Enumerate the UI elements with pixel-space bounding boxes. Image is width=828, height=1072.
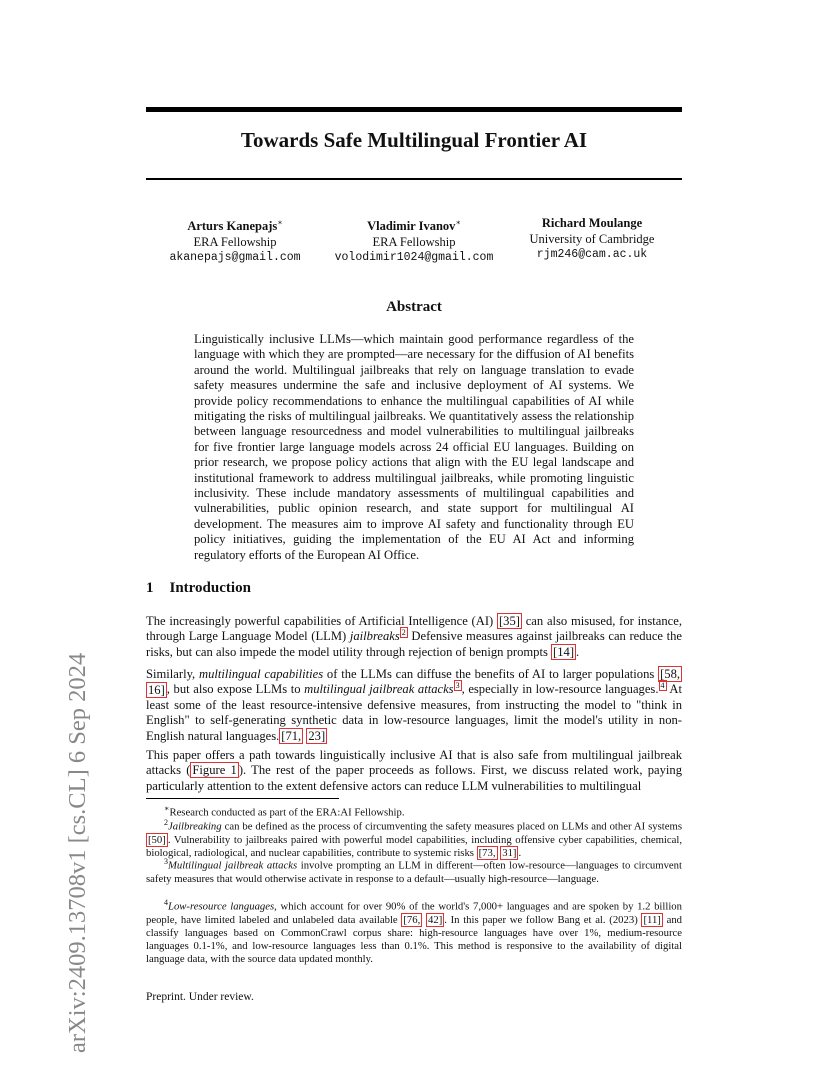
footnote-3: $^3$Multilingual jailbreak attacks involve prompting an LLM in different—often low-resource—languages to circumvent safety measures that would otherwise activate in response to a default—usually high-resource—language.	[146, 857, 682, 885]
paper-title: Towards Safe Multilingual Frontier AI	[240, 128, 588, 152]
footnote-link[interactable]: 3	[455, 681, 460, 691]
author-mark: ∗	[277, 218, 283, 227]
citation-link[interactable]: 16]	[148, 682, 165, 697]
citation-link[interactable]: 23]	[308, 728, 326, 743]
footnote-link[interactable]: 4	[660, 681, 665, 691]
footnote-rule	[146, 798, 339, 799]
author-email[interactable]: volodimir1024@gmail.com	[334, 251, 494, 265]
author-name: Richard Moulange	[541, 216, 643, 230]
abstract-text: Linguistically inclusive LLMs—which maintain good performance regardless of the language with which they are prompted—are necessary for the diffusion of AI benefits around the world. Multilingual jailbreaks that rely on language translation to evade safety measures undermine the safe and inclusive deployment of AI systems. We provide policy recommendations to enhance the multilingual capabilities of AI while mitigating the risks of multilingual jailbreaks. We quantitatively assess the relationship between language resourcedness and model vulnerabilities to multilingual jailbreaks for five frontier large language models across 24 official EU languages. Building on prior research, we propose policy actions that align with the EU legal landscape and institutional framework to address multilingual jailbreaks, while promoting linguistic inclusivity. These include mandatory assessments of multilingual capabilities and vulnerabilities, public opinion research, and state support for multilingual AI development. The measures aim to improve AI safety and functionality through EU policy initiatives, guiding the implementation of the EU AI Act and informing regulatory efforts of the European AI Office.	[194, 332, 634, 562]
page-footer: Preprint. Under review.	[146, 991, 254, 1003]
author-1	[150, 215, 320, 266]
title-top-rule	[146, 107, 682, 112]
title-bottom-rule	[146, 178, 682, 180]
section-number: 1	[146, 580, 154, 596]
footnote-link[interactable]: 2	[401, 628, 406, 638]
section-title: Introduction	[169, 580, 251, 596]
citation-link[interactable]: [35]	[498, 614, 520, 628]
author-name: Vladimir Ivanov	[367, 219, 456, 234]
citation-link[interactable]: [14]	[553, 645, 575, 659]
citation-link[interactable]: [50]	[148, 833, 166, 846]
author-affiliation: University of Cambridge	[529, 232, 655, 246]
citation-link[interactable]: [73,	[478, 846, 496, 859]
citation-link[interactable]: 42]	[428, 913, 443, 926]
author-name: Arturs Kanepajs	[187, 219, 278, 234]
citation-link[interactable]: 31]	[502, 846, 517, 859]
author-2	[324, 215, 504, 266]
abstract-heading: Abstract	[386, 299, 442, 315]
citation-link[interactable]: [11]	[643, 913, 661, 926]
footnote-1: ∗Research conducted as part of the ERA:AI Fellowship.	[164, 804, 405, 819]
figure-link[interactable]: Figure 1	[192, 763, 237, 778]
intro-paragraph-2: Similarly, multilingual capabilities of the LLMs can diffuse the benefits of AI to larger populations [58, 16] , but also expose LLMs to multilingual jailbreak attacks $^3$ , especially in low-resource languages. $^4$ At least some of the least resource-intensive defensive measures, from instructing the model to "think in English" to self-generating synthetic data in low-resource languages, limit the model's utility in non-English natural languages. [71, 23]	[146, 667, 682, 743]
arxiv-sidebar	[20, 298, 91, 1053]
author-email[interactable]: rjm246@cam.ac.uk	[536, 248, 648, 261]
author-email[interactable]: akanepajs@gmail.com	[169, 251, 301, 265]
footnote-2: $^2$Jailbreaking can be defined as the process of circumventing the safety measures placed on LLMs and other AI systems [50] . Vulnerability to jailbreaks paired with powerful model capabilities, including offensive cyber capabilities, chemical, biological, radiological, and nuclear capabilities, contribute to systemic risks [73, 31] .	[146, 818, 682, 859]
footnote-4: $^4$Low-resource languages, which account for over 90% of the world's 7,000+ languages and are spoken by 1.2 billion people, have limited labeled and unlabeled data available [76, 42] . In this paper we follow Bang et al. (2023) [11] and classify languages based on CommonCrawl corpus share: high-resource languages have over 1%, medium-resource languages 0.1-1%, and low-resource languages less than 0.1%. This method is responsive to the availability of digital language data, with the source data updated monthly.	[146, 898, 683, 965]
citation-link[interactable]: [71,	[281, 728, 302, 743]
citation-link[interactable]: [58,	[660, 667, 681, 681]
intro-paragraph-1: The increasingly powerful capabilities of Artificial Intelligence (AI) [35] can also misused, for instance, through Large Language Model (LLM) jailbreaks $^2$ Defensive measures against jailbreaks can reduce the risks, but can also impede the model utility through rejection of benign prompts [14] .	[146, 614, 683, 659]
author-mark: ∗	[455, 218, 461, 227]
intro-paragraph-3: This paper offers a path towards linguistically inclusive AI that is also safe from multilingual jailbreak attacks ( Figure 1 ). The rest of the paper proceeds as follows. First, we discuss related work, paying particularly attention to the extent defensive actors can reduce LLM vulnerabilities to multilingual	[146, 748, 682, 793]
author-affiliation: ERA Fellowship	[372, 235, 456, 250]
author-3	[512, 215, 672, 263]
citation-link[interactable]: [76,	[403, 913, 421, 926]
section-heading-introduction	[146, 580, 251, 597]
author-affiliation: ERA Fellowship	[193, 235, 277, 250]
arxiv-identifier: arXiv:2409.13708v1 [cs.CL] 6 Sep 2024	[64, 652, 91, 1053]
